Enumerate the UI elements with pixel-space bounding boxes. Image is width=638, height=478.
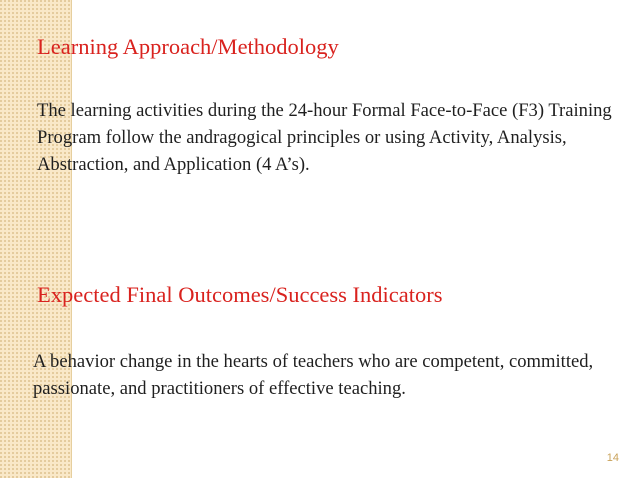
page-number: 14 bbox=[606, 452, 619, 464]
decorative-side-strip bbox=[0, 0, 71, 478]
section-body-learning-approach: The learning activities during the 24-hour Formal Face-to-Face (F3) Training Program follow the andragogical principles or using Activity, Analysis, Abstraction, and Application (4 A’s). bbox=[37, 100, 612, 175]
side-strip-border bbox=[71, 0, 72, 478]
section-heading-learning-approach: Learning Approach/Methodology bbox=[37, 34, 339, 59]
section-body-expected-outcomes: A behavior change in the hearts of teachers who are competent, committed, passionate, and practitioners of effective teaching. bbox=[33, 351, 594, 399]
section-heading-expected-outcomes: Expected Final Outcomes/Success Indicators bbox=[37, 282, 443, 307]
